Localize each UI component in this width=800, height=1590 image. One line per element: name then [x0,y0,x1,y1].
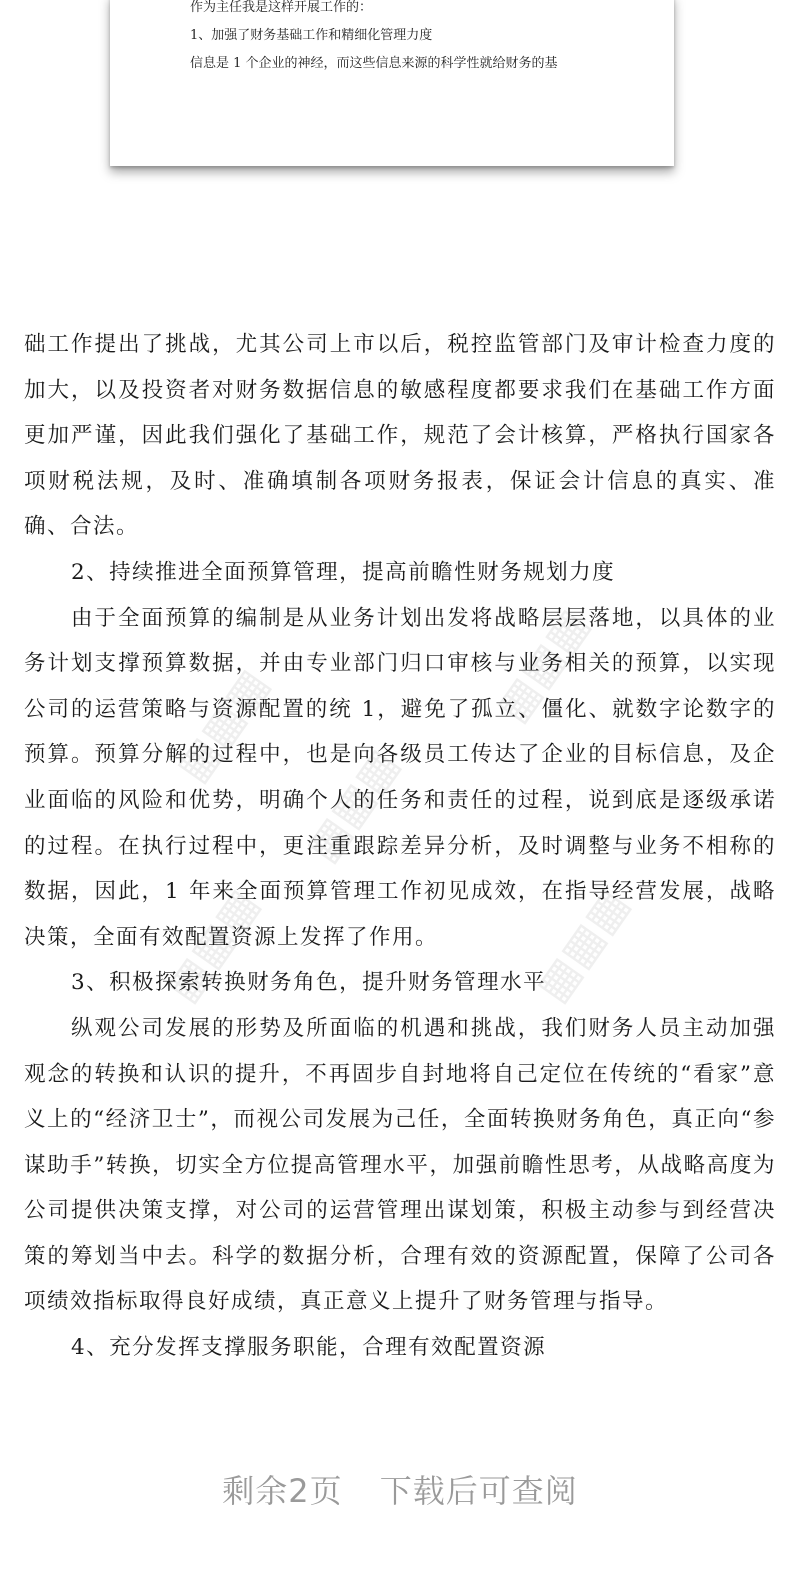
paragraph: 由于全面预算的编制是从业务计划出发将战略层层落地，以具体的业务计划支撑预算数据，并由专业部门归口审核与业务相关的预算，以实现公司的运营策略与资源配置的统 1，避免了孤立、僵化、就数字论数字的预算。预算分解的过程中，也是向各级员工传达了企业的目标信息，及企业面临的风险和优势，明确个人的任务和责任的过程，说到底是逐级承诺的过程。在执行过程中，更注重跟踪差异分析，及时调整与业务不相称的数据，因此，1 年来全面预算管理工作初见成效，在指导经营发展，战略决策，全面有效配置资源上发挥了作用。 [24,605,776,950]
section-heading: 2、持续推进全面预算管理，提高前瞻性财务规划力度 [71,559,616,585]
paragraph: 纵观公司发展的形势及所面临的机遇和挑战，我们财务人员主动加强观念的转换和认识的提升，不再固步自封地将自己定位在传统的“看家”意义上的“经济卫士”，而视公司发展为己任，全面转换财务角色，真正向“参谋助手”转换，切实全方位提高管理水平，加强前瞻性思考，从战略高度为公司提供决策支撑，对公司的运营管理出谋划策，积极主动参与到经营决策的筹划当中去。科学的数据分析，合理有效的资源配置，保障了公司各项绩效指标取得良好成绩，真正意义上提升了财务管理与指导。 [24,1015,776,1315]
section-heading: 3、积极探索转换财务角色，提升财务管理水平 [71,970,547,996]
download-hint-label: 下载后可查阅 [379,1472,578,1510]
preview-line: 作为主任我是这样开展工作的： [190,0,373,15]
watermark: ▦▦▦ [295,739,410,872]
download-to-view-banner[interactable] [0,1466,800,1512]
remaining-pages-label: 剩余2页 [222,1472,343,1510]
preview-line: 1、加强了财务基础工作和精细化管理力度 [190,28,433,43]
preview-line: 信息是 1 个企业的神经，而这些信息来源的科学性就给财务的基 [190,56,558,71]
paragraph: 础工作提出了挑战，尤其公司上市以后，税控监管部门及审计检查力度的加大，以及投资者对财务数据信息的敏感程度都要求我们在基础工作方面更加严谨，因此我们强化了基础工作，规范了会计核算，严格执行国家各项财税法规，及时、准确填制各项财务报表，保证会计信息的真实、准确、合法。 [24,332,776,540]
watermark: ▦▦▦ [155,879,270,1012]
document-body [24,322,776,1371]
section-heading: 4、充分发挥支撑服务职能，合理有效配置资源 [71,1335,547,1361]
watermark: ▦▦▦ [525,879,640,1012]
watermark: ▦▦▦ [485,599,600,732]
watermark: ▦▦▦ [165,659,280,792]
previous-page-preview [110,0,674,166]
